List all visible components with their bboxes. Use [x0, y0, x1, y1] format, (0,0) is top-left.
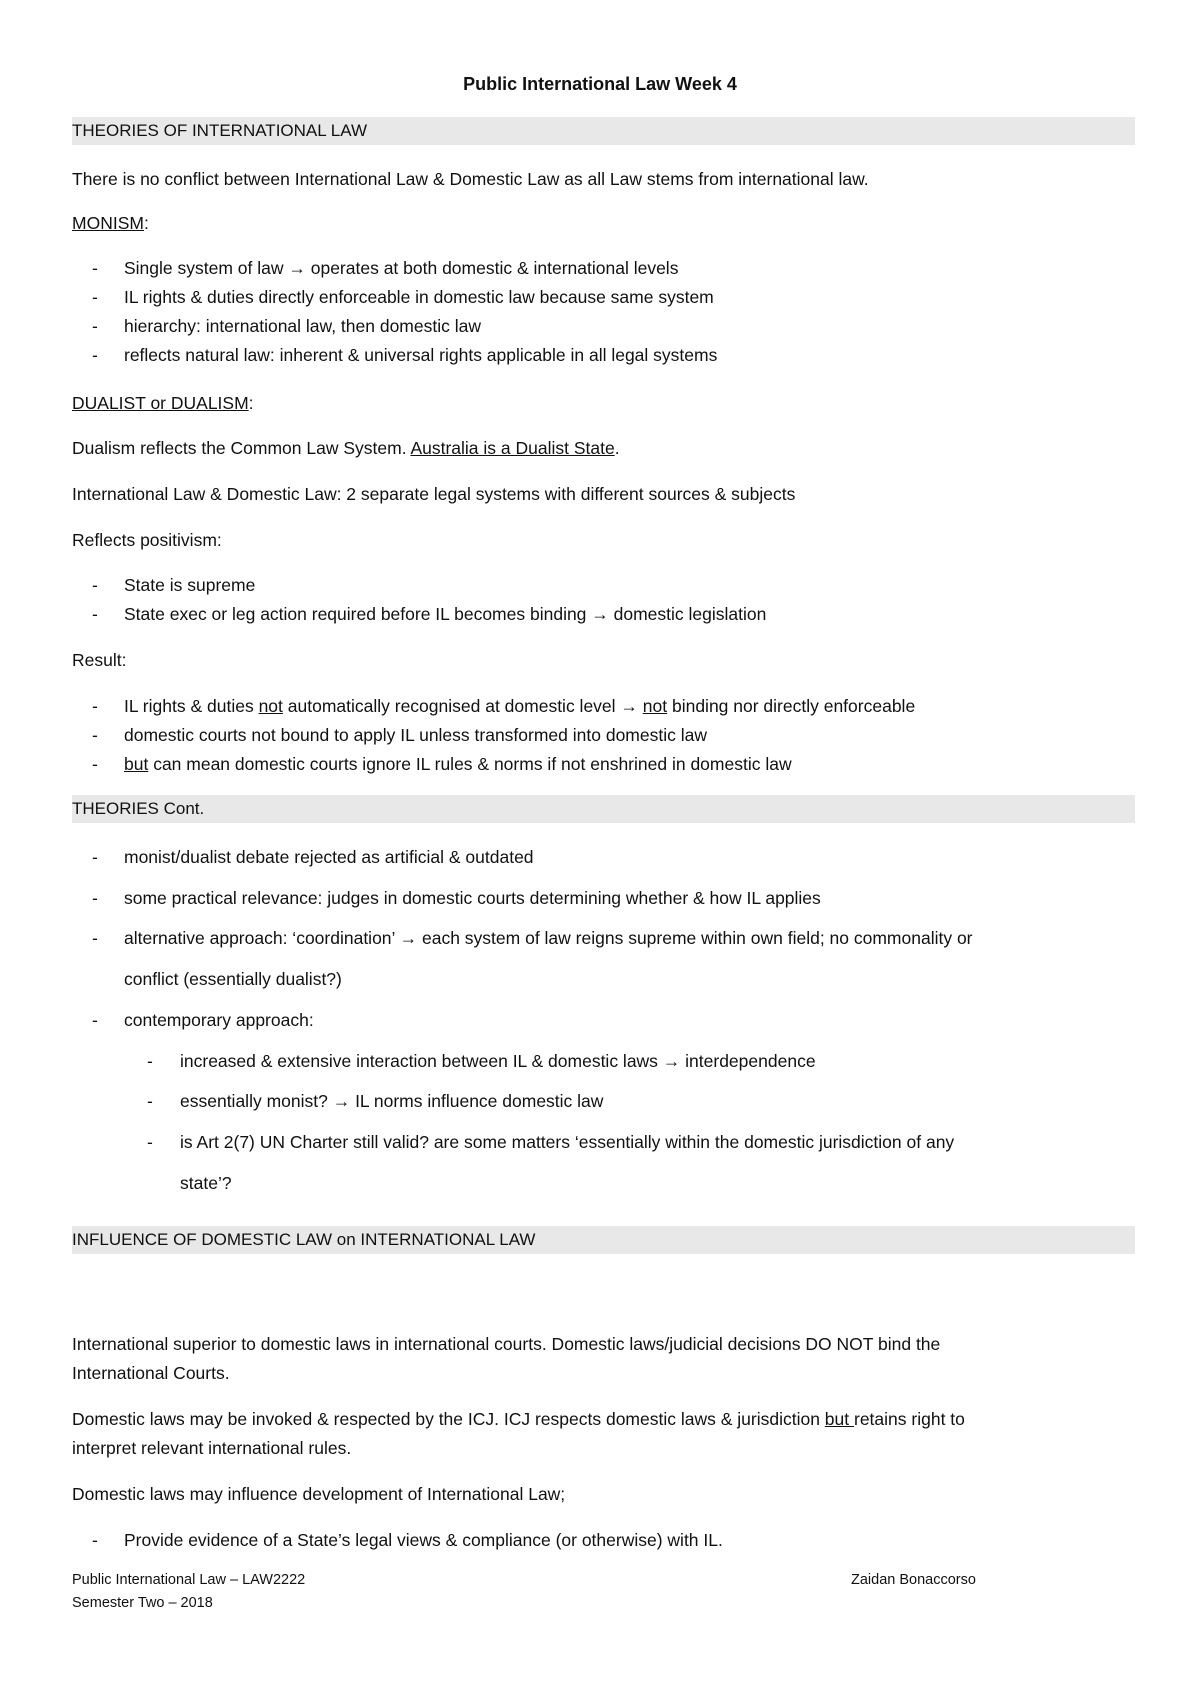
section-header-theories: THEORIES OF INTERNATIONAL LAW	[72, 117, 1135, 145]
monism-heading-text: MONISM	[72, 213, 144, 233]
bullet-dash: -	[147, 1091, 153, 1111]
monism-heading	[72, 209, 1135, 237]
result-heading: Result:	[72, 650, 127, 670]
section-header-influence: INFLUENCE OF DOMESTIC LAW on INTERNATIONAL LAW	[72, 1226, 1135, 1254]
bullet-dash: -	[147, 1132, 153, 1152]
bullet-dash: -	[92, 575, 98, 595]
section-header-theories-cont: THEORIES Cont.	[72, 795, 1135, 823]
bullet-dash: -	[147, 1051, 153, 1071]
page-title: Public International Law Week 4	[463, 74, 737, 94]
bullet-dash: -	[92, 928, 98, 948]
influence-paragraph-2-line-2: interpret relevant international rules.	[72, 1438, 352, 1458]
bullet-dash: -	[92, 847, 98, 867]
bullet-dash: -	[92, 696, 98, 716]
dualism-heading	[72, 389, 1135, 417]
footer-course: Public International Law – LAW2222	[72, 1572, 306, 1588]
footer-semester: Semester Two – 2018	[72, 1595, 213, 1611]
influence-paragraph-1-line-1: International superior to domestic laws in international courts. Domestic laws/judicial decisions DO NOT bind the	[72, 1334, 941, 1354]
bullet-dash: -	[92, 604, 98, 624]
bullet-dash: -	[92, 1530, 98, 1550]
bullet-dash: -	[92, 287, 98, 307]
separate-systems-paragraph: International Law & Domestic Law: 2 separate legal systems with different sources & subjects	[72, 484, 796, 504]
bullet-dash: -	[92, 258, 98, 278]
bullet-dash: -	[92, 754, 98, 774]
monism-colon: :	[143, 213, 149, 233]
document-page: Public International Law Week 4 THEORIES OF INTERNATIONAL LAW There is no conflict between International Law & Domestic Law as all Law stems from international law. MONISM: - Single system of law → operates at both domestic & international levels - IL rights & duties directly enforceable in domestic law because same system - hierarchy: international law, then domestic law - reflects natural law: inherent & universal rights applicable in all legal systems DUALIST or DUALISM: Dualism reflects the Common Law System. Australia is a Dualist State. International Law & Domestic Law: 2 separate legal systems with different sources & subjects Reflects positivism: - State is supreme - State exec or leg action required before IL becomes binding → domestic legislation Result: - IL rights & duties not automatically recognised at domestic level → not binding nor directly enforceable - domestic courts not bound to apply IL unless transformed into domestic law - but can mean domestic courts ignore IL rules & norms if not enshrined in domestic law THEORIES Cont. - monist/dualist debate rejected as artificial & outdated - some practical relevance: judges in domestic courts determining whether & how IL applies - alternative approach: ‘coordination’ → each system of law reigns supreme within own field; no commonality or conflict (essentially dualist?) - contemporary approach: - increased & extensive interaction between IL & domestic laws → interdependence - essentially monist? → IL norms influence domestic law - is Art 2(7) UN Charter still valid? are some matters ‘essentially within the domestic jurisdiction of any state’? INFLUENCE OF DOMESTIC LAW on INTERNATIONAL LAW International superior to domestic laws in international courts. Domestic laws/judicial decisions DO NOT bind the International Courts. Domestic laws may be invoked & respected by the ICJ. ICJ respects domestic laws & jurisdiction but retains right to interpret relevant international rules. Domestic laws may influence development of International Law; - Provide evidence of a State’s legal views & compliance (or otherwise) with IL. Public International Law – LAW2222 Semester Two – 2018 Zaidan Bonaccorso	[0, 0, 1200, 1698]
bullet-dash: -	[92, 345, 98, 365]
dualism-paragraph: Dualism reflects the Common Law System. Australia is a Dualist State.	[72, 438, 620, 458]
influence-paragraph-1-line-2: International Courts.	[72, 1363, 230, 1383]
footer-author: Zaidan Bonaccorso	[851, 1572, 976, 1588]
intro-paragraph: There is no conflict between International Law & Domestic Law as all Law stems from international law.	[72, 169, 869, 189]
dualism-heading-text: DUALIST or DUALISM	[72, 393, 249, 413]
bullet-dash: -	[92, 1010, 98, 1030]
influence-paragraph-2-line-1: Domestic laws may be invoked & respected by the ICJ. ICJ respects domestic laws & jurisdiction but retains right to	[72, 1409, 965, 1429]
dualism-colon: :	[248, 393, 254, 413]
influence-paragraph-3: Domestic laws may influence development of International Law;	[72, 1484, 566, 1504]
bullet-dash: -	[92, 316, 98, 336]
bullet-dash: -	[92, 888, 98, 908]
bullet-dash: -	[92, 725, 98, 745]
positivism-heading: Reflects positivism:	[72, 530, 222, 550]
